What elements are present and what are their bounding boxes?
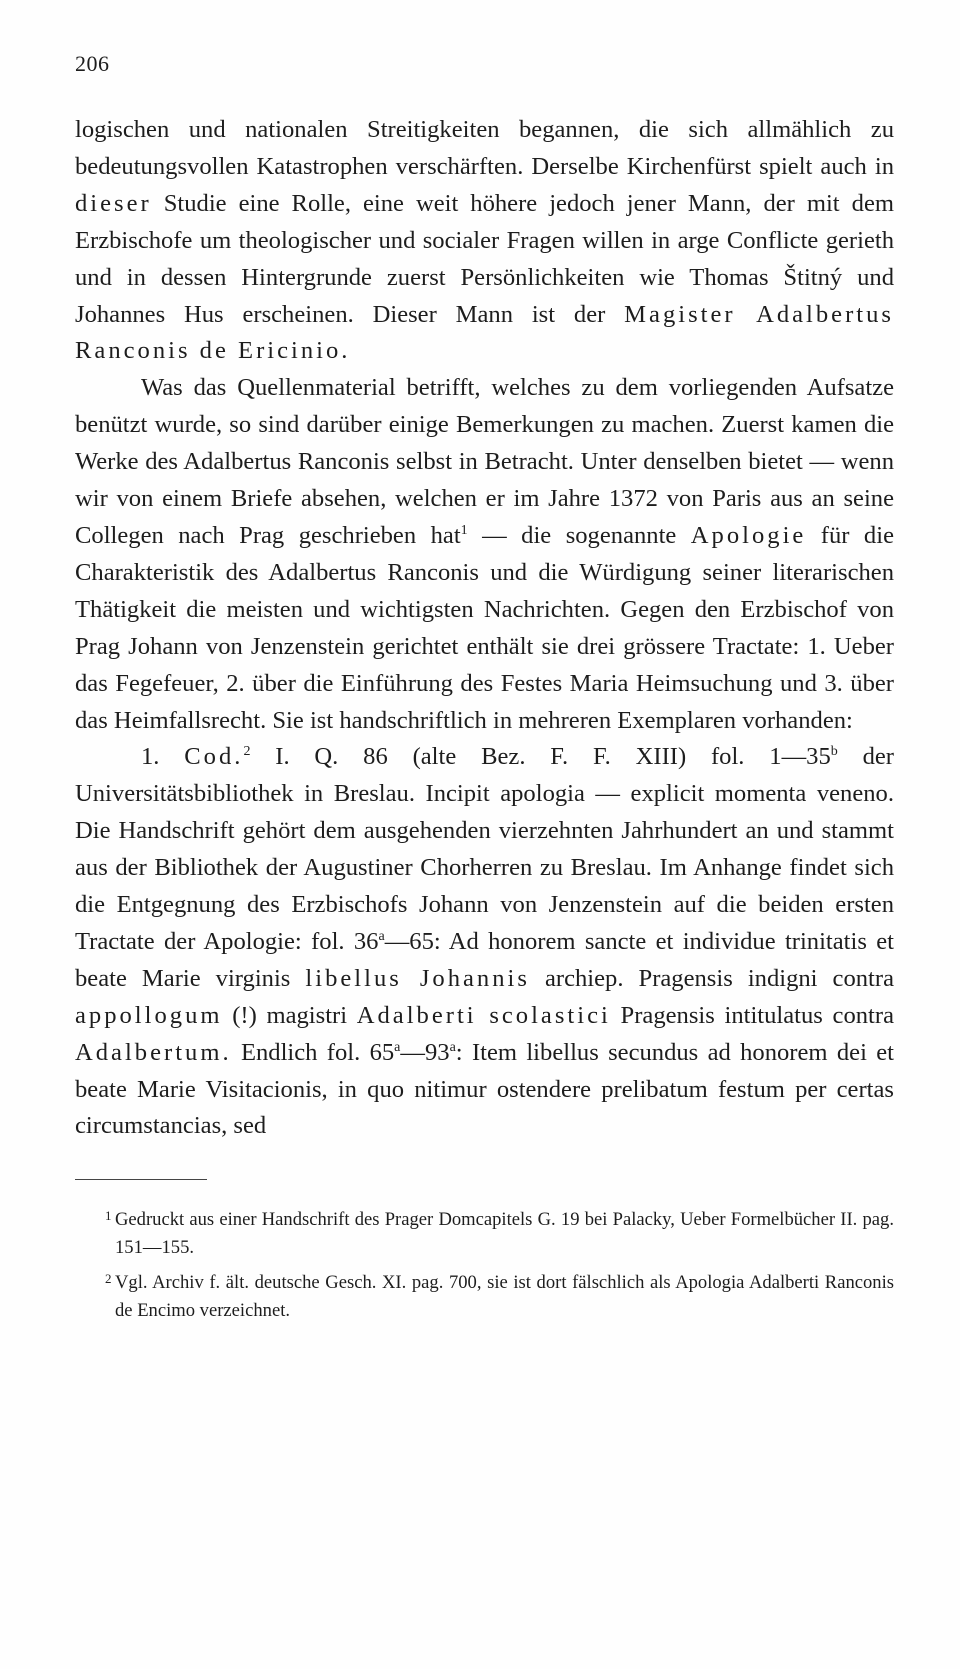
text-segment: —93 xyxy=(400,1038,450,1066)
text-segment: Endlich fol. 65 xyxy=(231,1038,395,1066)
superscript: a xyxy=(378,928,385,944)
footnote-mark: 1 xyxy=(105,1208,112,1224)
footnote xyxy=(75,1206,894,1261)
superscript: a xyxy=(394,1039,401,1055)
footnotes xyxy=(75,1206,894,1324)
spaced-text: libellus Johannis xyxy=(305,964,530,992)
spaced-text: Magister Adalbertus Ranconis de Ericinio. xyxy=(75,300,894,365)
paragraph xyxy=(75,112,894,370)
spaced-text: dieser xyxy=(75,189,152,217)
superscript: a xyxy=(449,1039,456,1055)
footnote xyxy=(75,1269,894,1324)
spaced-text: appollogum xyxy=(75,1001,223,1029)
spaced-text: Cod. xyxy=(184,743,244,771)
spaced-text: Apologie xyxy=(690,521,807,549)
text-segment: archiep. Pragensis indigni contra xyxy=(529,964,894,992)
footnote-mark: 2 xyxy=(105,1271,112,1287)
paragraph xyxy=(75,739,894,1145)
text-segment: : Item libellus secundus ad honorem dei et beate Marie Visitacionis, in quo nitimur ostendere prelibatum festum per certas circumstancias, sed xyxy=(75,1038,894,1140)
page-number: 206 xyxy=(75,51,110,76)
text-segment: für die Charakteristik des Adalbertus Ranconis und die Würdigung seiner literarischen Thätigkeit die meisten und wichtigsten Nachrichten. Gegen den Erzbischof von Prag Johann von Jenzenstein gerichtet enthält sie drei grössere Tractate: 1. Ueber das Fegefeuer, 2. über die Einführung des Festes Maria Heimsuchung und 3. über das Heimfallsrecht. Sie ist handschriftlich in mehreren Exemplaren vorhanden: xyxy=(75,521,894,734)
text-segment: logischen und nationalen Streitigkeiten begannen, die sich allmählich zu bedeutungsvollen Katastrophen verschärften. Derselbe Kirchenfürst spielt auch in xyxy=(75,116,894,180)
text-segment: Was das Quellenmaterial betrifft, welches zu dem vorliegenden Aufsatze benützt wurde, so sind darüber einige Bemerkungen zu machen. Zuerst kamen die Werke des Adalbertus Ranconis selbst in Betracht. Unter denselben bietet — wenn wir von einem Briefe absehen, welchen er im Jahre 1372 von Paris aus an seine Collegen nach Prag geschrieben hat xyxy=(75,374,894,549)
text-segment: — die sogenannte xyxy=(467,521,691,549)
text-segment: 1. xyxy=(141,743,185,771)
superscript: 1 xyxy=(460,522,468,538)
paragraph xyxy=(75,370,894,739)
text-segment: Studie eine Rolle, eine weit höhere jedoch jener Mann, der mit dem Erzbischofe um theologischer und socialer Fragen willen in arge Conflicte gerieth und in dessen Hintergrunde zuerst Persönlichkeiten wie Thomas Štitný und Johannes Hus erscheinen. Dieser Mann ist der xyxy=(75,189,894,328)
spaced-text: Adalberti scolastici xyxy=(356,1001,611,1029)
text-segment: —65: Ad honorem sancte et individue trinitatis et beate Marie virginis xyxy=(75,927,894,992)
footnote-divider xyxy=(75,1179,207,1180)
footnote-text: Vgl. Archiv f. ält. deutsche Gesch. XI. pag. 700, sie ist dort fälschlich als Apologia Adalberti Ranconis de Encimo verzeichnet. xyxy=(115,1272,894,1321)
superscript: b xyxy=(830,744,838,760)
text-segment: (!) magistri xyxy=(222,1001,357,1029)
superscript: 2 xyxy=(243,744,251,760)
body-text xyxy=(75,112,894,1145)
spaced-text: Adalbertum. xyxy=(75,1038,232,1066)
text-segment: I. Q. 86 (alte Bez. F. F. XIII) fol. 1—35 xyxy=(250,743,831,771)
text-segment: der Universitätsbibliothek in Breslau. Incipit apologia — explicit momenta veneno. Die Handschrift gehört dem ausgehenden vierzehnten Jahrhundert an und stammt aus der Bibliothek der Augustiner Chorherren zu Breslau. Im Anhange findet sich die Entgegnung des Erzbischofs Johann von Jenzenstein auf die beiden ersten Tractate der Apologie: fol. 36 xyxy=(75,743,894,955)
footnote-text: Gedruckt aus einer Handschrift des Prager Domcapitels G. 19 bei Palacky, Ueber Formelbücher II. pag. 151—155. xyxy=(115,1209,894,1258)
text-segment: Pragensis intitulatus contra xyxy=(610,1001,895,1029)
